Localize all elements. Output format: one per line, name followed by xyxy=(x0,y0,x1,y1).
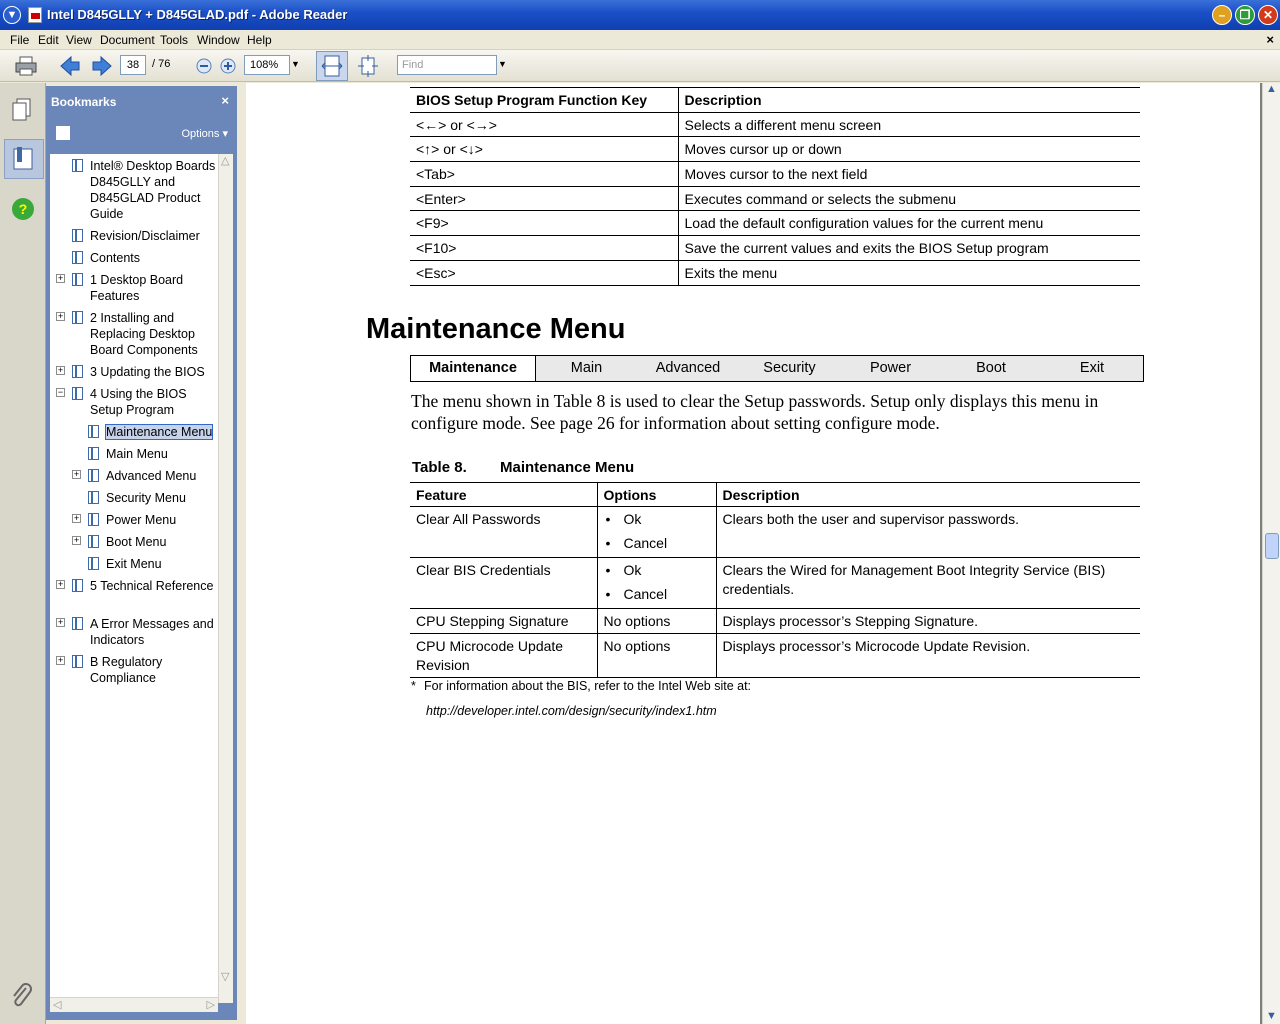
zoom-dropdown-icon[interactable]: ▼ xyxy=(291,59,300,69)
bookmarks-header xyxy=(46,86,237,142)
window-title: Intel D845GLLY + D845GLAD.pdf - Adobe Reader xyxy=(47,7,348,22)
bookmark-icon xyxy=(88,447,99,460)
table-row xyxy=(410,507,1140,558)
title-bar xyxy=(0,0,1280,30)
bookmark-icon xyxy=(72,617,83,630)
function-key-cell: <F9> xyxy=(410,211,678,236)
bookmark-label: 3 Updating the BIOS xyxy=(90,365,205,379)
footnote xyxy=(411,679,751,693)
bookmarks-panel-icon[interactable] xyxy=(4,139,44,179)
bookmark-icon xyxy=(88,425,99,438)
collapse-icon[interactable]: − xyxy=(57,387,64,397)
menu-tab: Power xyxy=(869,360,912,376)
table-row xyxy=(410,137,1140,162)
bookmark-label: Security Menu xyxy=(106,491,186,505)
table-row xyxy=(410,558,1140,609)
bookmark-item[interactable] xyxy=(73,534,216,550)
scroll-left-icon[interactable]: ◁ xyxy=(53,999,62,1011)
bookmark-item[interactable] xyxy=(106,490,216,506)
bookmark-label: Main Menu xyxy=(106,447,168,461)
navigation-tab-bar xyxy=(0,83,46,1024)
menu-file[interactable]: File xyxy=(10,33,30,47)
bookmark-label: A Error Messages and Indicators xyxy=(90,617,214,647)
description-cell: Executes command or selects the submenu xyxy=(678,186,1140,211)
feature-cell: Clear All Passwords xyxy=(410,507,597,558)
bookmark-icon xyxy=(72,251,83,264)
bookmark-icon xyxy=(72,655,83,668)
table-row xyxy=(410,609,1140,634)
bookmarks-vertical-scrollbar[interactable] xyxy=(218,154,233,1003)
bookmark-item[interactable] xyxy=(57,272,216,304)
page-count: / 76 xyxy=(152,58,171,70)
bookmark-item[interactable] xyxy=(90,250,216,266)
bookmark-item[interactable] xyxy=(106,556,216,572)
bookmark-label: Revision/Disclaimer xyxy=(90,229,200,243)
zoom-level-input[interactable]: 108% xyxy=(244,55,290,75)
bookmark-icon xyxy=(72,273,83,286)
feature-cell: CPU Stepping Signature xyxy=(410,609,597,634)
bookmark-label: 1 Desktop Board Features xyxy=(90,273,184,303)
close-button[interactable]: ✕ xyxy=(1258,5,1278,25)
table-row xyxy=(410,260,1140,285)
description-cell: Exits the menu xyxy=(678,260,1140,285)
pages-panel-icon[interactable] xyxy=(10,97,34,123)
description-cell: Displays processor’s Microcode Update Revision. xyxy=(716,634,1140,678)
expand-icon[interactable]: + xyxy=(57,365,64,375)
bookmark-label: 5 Technical Reference xyxy=(90,579,214,593)
bookmark-icon xyxy=(72,387,83,400)
table-caption xyxy=(412,459,634,476)
column-header: Description xyxy=(716,483,1140,507)
column-header: Description xyxy=(678,88,1140,113)
maintenance-menu-table xyxy=(410,482,1140,678)
menu-document[interactable]: Document xyxy=(100,33,155,47)
option-item: • Ok xyxy=(604,558,710,582)
option-item: • Cancel xyxy=(604,582,710,606)
bookmark-label: Exit Menu xyxy=(106,557,162,571)
zoom-out-icon[interactable] xyxy=(192,54,216,78)
bookmark-label: 2 Installing and Replacing Desktop Board Components xyxy=(90,311,198,357)
bookmarks-close-icon[interactable]: × xyxy=(221,93,229,108)
bookmark-item[interactable] xyxy=(106,446,216,462)
footnote-url-link[interactable]: http://developer.intel.com/design/security/index1.htm xyxy=(426,704,717,718)
description-cell: Save the current values and exits the BIOS Setup program xyxy=(678,236,1140,261)
document-close-icon[interactable]: × xyxy=(1266,32,1274,47)
description-cell: Selects a different menu screen xyxy=(678,112,1140,137)
bookmark-item[interactable] xyxy=(57,654,216,686)
expand-icon[interactable]: + xyxy=(73,535,80,545)
toolbar xyxy=(0,50,1280,82)
feature-cell: CPU Microcode Update Revision xyxy=(410,634,597,678)
bookmark-icon xyxy=(72,365,83,378)
expand-icon[interactable]: + xyxy=(57,655,64,665)
fit-width-icon[interactable] xyxy=(316,51,348,81)
function-key-cell: <Enter> xyxy=(410,186,678,211)
bookmark-icon xyxy=(88,491,99,504)
bookmark-label: Maintenance Menu xyxy=(106,425,213,439)
app-menu-icon[interactable]: ▼ xyxy=(3,6,21,24)
menu-tools[interactable]: Tools xyxy=(160,33,189,47)
attachments-paperclip-icon[interactable] xyxy=(10,983,34,1009)
scroll-right-icon[interactable]: ▷ xyxy=(206,999,215,1011)
menu-tab: Boot xyxy=(976,360,1006,376)
bookmark-item[interactable] xyxy=(57,310,216,358)
bookmark-item[interactable] xyxy=(57,616,216,648)
find-dropdown-icon[interactable]: ▼ xyxy=(498,59,507,69)
restore-button[interactable]: ❐ xyxy=(1235,5,1255,25)
pdf-page xyxy=(246,83,1260,1024)
options-cell xyxy=(597,609,716,634)
option-item: • Ok xyxy=(604,507,710,531)
table-row xyxy=(410,236,1140,261)
menu-tab: Security xyxy=(763,360,816,376)
feature-cell: Clear BIS Credentials xyxy=(410,558,597,609)
menu-tab: Main xyxy=(570,360,603,376)
table-header-row xyxy=(410,483,1140,507)
description-cell: Clears both the user and supervisor passwords. xyxy=(716,507,1140,558)
table-header-row xyxy=(410,88,1140,113)
bookmark-item[interactable] xyxy=(90,228,216,244)
bookmark-icon xyxy=(72,159,83,172)
menu-help[interactable]: Help xyxy=(247,33,272,47)
expand-icon[interactable]: + xyxy=(57,579,64,589)
menu-tab: Exit xyxy=(1079,360,1105,376)
bookmarks-title: Bookmarks xyxy=(51,95,117,109)
function-key-cell: <Esc> xyxy=(410,260,678,285)
scrollbar-thumb[interactable] xyxy=(1265,533,1279,559)
column-header: BIOS Setup Program Function Key xyxy=(410,88,678,113)
bookmark-label: 4 Using the BIOS Setup Program xyxy=(90,387,187,417)
find-input[interactable]: Find xyxy=(397,55,497,75)
footnote-marker: * xyxy=(411,679,416,693)
zoom-in-icon[interactable] xyxy=(216,54,240,78)
menu-window[interactable]: Window xyxy=(197,33,240,47)
previous-page-icon[interactable] xyxy=(58,54,82,78)
bookmark-item[interactable] xyxy=(106,424,216,440)
function-key-cell: <Tab> xyxy=(410,162,678,187)
function-key-cell: <←> or <→> xyxy=(410,112,678,137)
menu-edit[interactable]: Edit xyxy=(38,33,59,47)
bookmark-icon xyxy=(88,535,99,548)
minimize-button[interactable]: – xyxy=(1212,5,1232,25)
footnote-text: For information about the BIS, refer to the Intel Web site at: xyxy=(424,679,752,693)
menu-bar xyxy=(0,30,1280,50)
pdf-document-icon xyxy=(28,7,42,23)
scroll-up-icon[interactable]: ▲ xyxy=(1266,83,1277,95)
scroll-down-icon[interactable]: ▼ xyxy=(1266,1010,1277,1022)
description-cell: Clears the Wired for Management Boot Integrity Service (BIS) credentials. xyxy=(716,558,1140,609)
table-row xyxy=(410,186,1140,211)
description-cell: Moves cursor up or down xyxy=(678,137,1140,162)
bookmark-item[interactable] xyxy=(90,158,216,222)
bookmark-label: Intel® Desktop Boards D845GLLY and D845GLAD Product Guide xyxy=(90,159,216,221)
section-heading: Maintenance Menu xyxy=(366,313,626,345)
function-key-table xyxy=(410,87,1140,286)
options-cell xyxy=(597,507,716,558)
bookmark-label: Advanced Menu xyxy=(106,469,197,483)
document-vertical-scrollbar[interactable] xyxy=(1262,83,1280,1024)
bookmark-item[interactable] xyxy=(57,386,216,418)
scroll-up-icon[interactable]: △ xyxy=(221,155,230,167)
bookmarks-panel xyxy=(46,86,237,1020)
bookmark-label: Contents xyxy=(90,251,141,265)
options-cell xyxy=(597,634,716,678)
options-cell xyxy=(597,558,716,609)
description-cell: Load the default configuration values for the current menu xyxy=(678,211,1140,236)
table-row xyxy=(410,211,1140,236)
bookmarks-options-button[interactable]: Options ▾ xyxy=(181,128,228,140)
bookmarks-horizontal-scrollbar[interactable] xyxy=(50,997,218,1012)
column-header: Feature xyxy=(410,483,597,507)
bookmark-item[interactable] xyxy=(73,512,216,528)
bookmark-icon xyxy=(72,229,83,242)
expand-icon[interactable]: + xyxy=(73,469,80,479)
menu-view[interactable]: View xyxy=(66,33,92,47)
expand-icon[interactable]: + xyxy=(73,513,80,523)
bookmark-label: Boot Menu xyxy=(106,535,167,549)
expand-icon[interactable]: + xyxy=(57,311,64,321)
option-text: No options xyxy=(603,613,671,629)
bookmark-icon xyxy=(88,557,99,570)
function-key-cell: <↑> or <↓> xyxy=(410,137,678,162)
bookmark-label: B Regulatory Compliance xyxy=(90,655,163,685)
fit-page-icon[interactable] xyxy=(356,54,380,78)
function-key-cell: <F10> xyxy=(410,236,678,261)
bookmark-icon xyxy=(72,579,83,592)
print-icon[interactable] xyxy=(14,54,38,78)
option-text: No options xyxy=(603,638,671,654)
scroll-down-icon[interactable]: ▽ xyxy=(221,971,230,983)
menu-tab: Maintenance xyxy=(411,356,536,381)
table-number: Table 8. xyxy=(412,459,467,476)
table-row xyxy=(410,162,1140,187)
new-bookmark-icon[interactable] xyxy=(56,126,70,140)
description-cell: Displays processor’s Stepping Signature. xyxy=(716,609,1140,634)
document-viewport[interactable] xyxy=(246,83,1262,1024)
table-row xyxy=(410,112,1140,137)
bookmark-item[interactable] xyxy=(57,578,216,594)
bios-menu-bar xyxy=(410,355,1144,382)
bookmark-item[interactable] xyxy=(57,364,216,380)
menu-tab: Advanced xyxy=(655,360,721,376)
bookmark-icon xyxy=(88,513,99,526)
bookmark-icon xyxy=(72,311,83,324)
table-title: Maintenance Menu xyxy=(500,459,635,476)
option-item: • Cancel xyxy=(604,531,710,555)
bookmark-item[interactable] xyxy=(73,468,216,484)
help-icon[interactable]: ? xyxy=(12,198,34,220)
page-number-input[interactable]: 38 xyxy=(120,55,146,75)
intro-paragraph: The menu shown in Table 8 is used to clear the Setup passwords. Setup only displays this menu in configure mode. See page 26 for information about setting configure mode. xyxy=(411,391,1099,433)
column-header: Options xyxy=(597,483,716,507)
table-row xyxy=(410,634,1140,678)
bookmark-tree xyxy=(50,154,218,1003)
bookmark-icon xyxy=(88,469,99,482)
expand-icon[interactable]: + xyxy=(57,617,64,627)
bookmark-label: Power Menu xyxy=(106,513,177,527)
expand-icon[interactable]: + xyxy=(57,273,64,283)
next-page-icon[interactable] xyxy=(90,54,114,78)
description-cell: Moves cursor to the next field xyxy=(678,162,1140,187)
